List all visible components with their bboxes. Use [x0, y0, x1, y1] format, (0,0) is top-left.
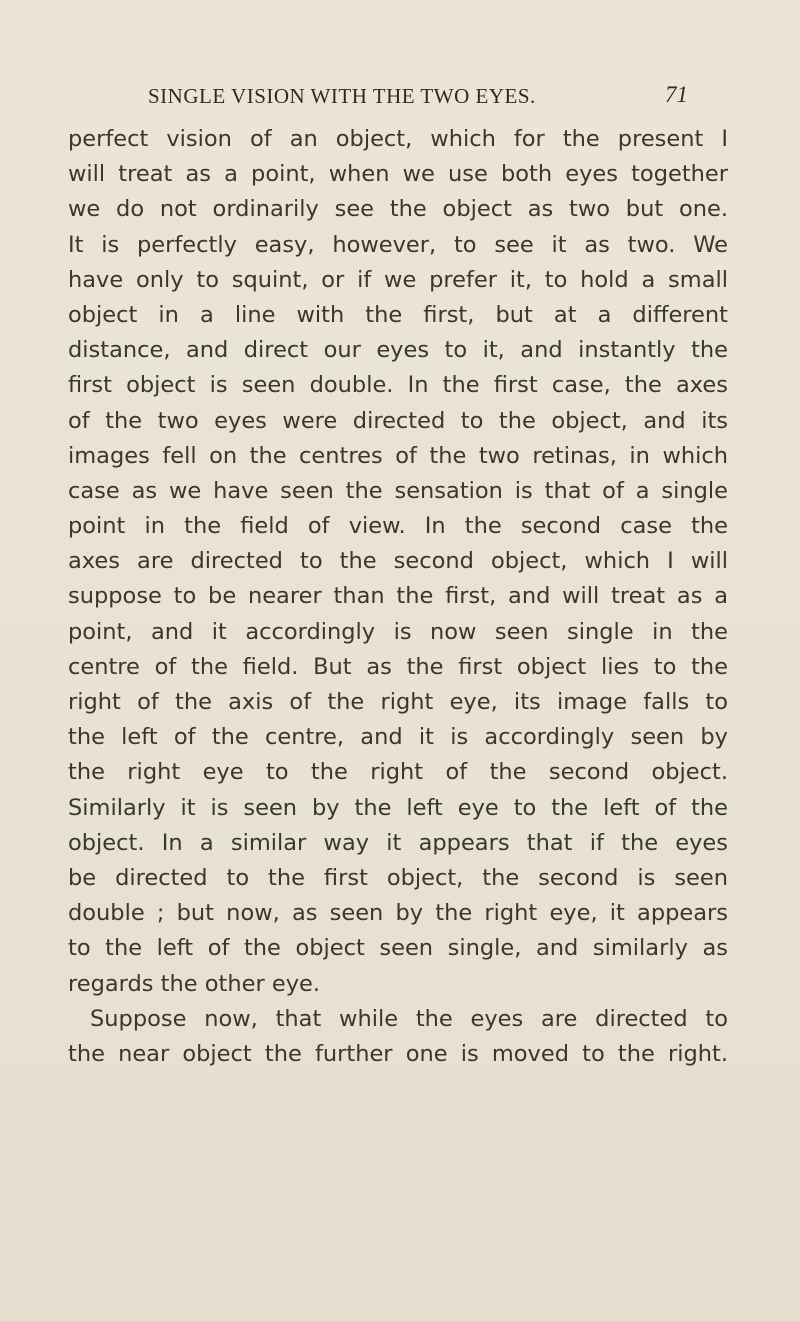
text-line: double ; but now, as seen by the right eye, it appears — [68, 900, 728, 927]
text-line: have only to squint, or if we prefer it, to hold a small — [68, 266, 728, 293]
text-line: case as we have seen the sensation is that of a single — [68, 477, 728, 504]
paragraph-start-line: Suppose now, that while the eyes are directed to — [90, 1005, 728, 1032]
text-line: distance, and direct our eyes to it, and instantly the — [68, 337, 728, 364]
page-number: 71 — [665, 82, 688, 107]
text-line: object. In a similar way it appears that if the eyes — [68, 829, 728, 856]
text-line: point in the field of view. In the second case the — [68, 513, 728, 540]
text-line: axes are directed to the second object, which I will — [68, 548, 728, 575]
text-line: suppose to be nearer than the first, and will treat as a — [68, 583, 728, 610]
text-line: the right eye to the right of the second object. — [68, 759, 728, 786]
text-line: Similarly it is seen by the left eye to the left of the — [68, 794, 728, 821]
text-line: centre of the field. But as the first object lies to the — [68, 653, 728, 680]
text-line: point, and it accordingly is now seen single in the — [68, 618, 728, 645]
body-text — [68, 122, 728, 1072]
text-line: we do not ordinarily see the object as two but one. — [68, 196, 728, 223]
text-line: It is perfectly easy, however, to see it as two. We — [68, 231, 728, 258]
text-line: perfect vision of an object, which for the present I — [68, 126, 728, 152]
text-line: right of the axis of the right eye, its image falls to — [68, 689, 728, 715]
text-line: the left of the centre, and it is accordingly seen by — [68, 724, 728, 751]
paragraph-end-line: regards the other eye. — [68, 970, 321, 997]
text-line: images fell on the centres of the two retinas, in which — [68, 442, 728, 469]
text-line: object in a line with the first, but at a different — [68, 301, 728, 328]
text-line: be directed to the first object, the second is seen — [68, 864, 728, 891]
running-head — [148, 80, 688, 116]
text-line: the near object the further one is moved to the right. — [68, 1040, 728, 1067]
chapter-title: SINGLE VISION WITH THE TWO EYES. — [148, 84, 536, 108]
text-line: first object is seen double. In the first case, the axes — [68, 372, 728, 399]
text-line: to the left of the object seen single, and similarly as — [68, 935, 728, 962]
text-line: of the two eyes were directed to the object, and its — [68, 407, 728, 434]
text-line: will treat as a point, when we use both eyes together — [68, 161, 728, 188]
